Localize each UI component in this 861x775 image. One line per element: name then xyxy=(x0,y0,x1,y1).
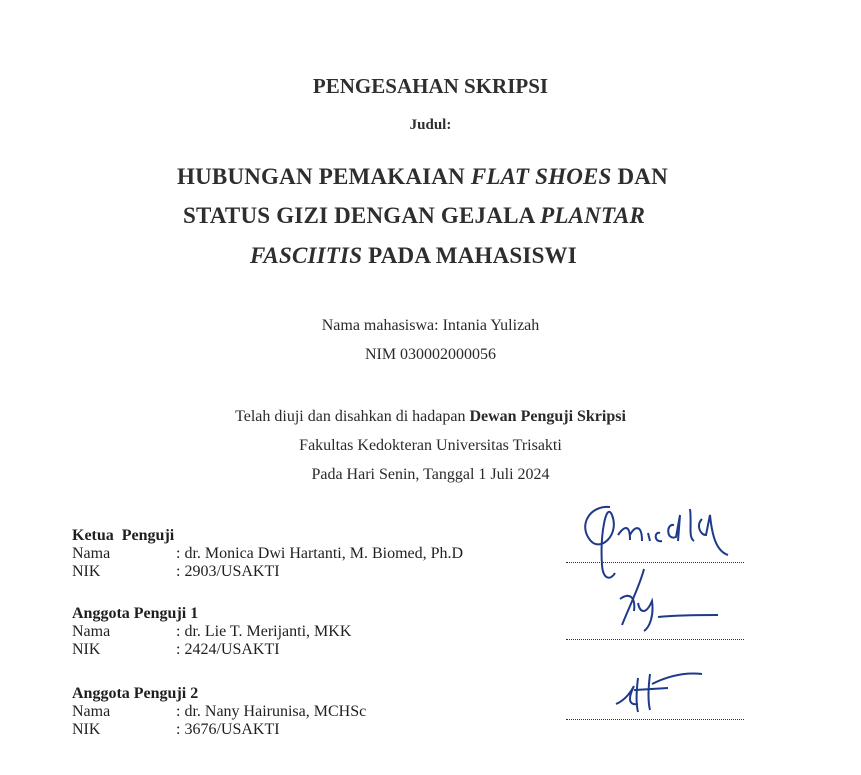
nik-label: NIK xyxy=(72,641,101,658)
examiner-name: : dr. Monica Dwi Hartanti, M. Biomed, Ph.D xyxy=(176,545,464,562)
title-label: Judul: xyxy=(409,117,452,133)
examiner-role: Ketua Penguji xyxy=(72,527,175,544)
signature-member-1 xyxy=(600,565,750,635)
nik-label: NIK xyxy=(72,563,101,580)
name-label: Nama xyxy=(72,545,111,562)
student-nim: NIM 030002000056 xyxy=(364,346,497,363)
examiner-nik: : 3676/USAKTI xyxy=(176,721,280,738)
nik-label: NIK xyxy=(72,721,101,738)
signature-member-2 xyxy=(612,664,722,724)
student-name: Nama mahasiswa: Intania Yulizah xyxy=(321,317,540,334)
exam-date: Pada Hari Senin, Tanggal 1 Juli 2024 xyxy=(311,466,550,483)
name-label: Nama xyxy=(72,703,111,720)
thesis-title-line-2: STATUS GIZI DENGAN GEJALA PLANTAR xyxy=(183,203,646,228)
examiner-nik: : 2424/USAKTI xyxy=(176,641,280,658)
examiner-nik: : 2903/USAKTI xyxy=(176,563,280,580)
examiner-block-member-1 xyxy=(72,605,351,659)
examiner-name: : dr. Nany Hairunisa, MCHSc xyxy=(176,703,367,720)
thesis-title-line-1: HUBUNGAN PEMAKAIAN FLAT SHOES DAN xyxy=(177,164,668,189)
examiner-block-chair xyxy=(72,527,463,581)
faculty-line: Fakultas Kedokteran Universitas Trisakti xyxy=(299,437,562,454)
approval-statement: Telah diuji dan disahkan di hadapan Dewan Penguji Skripsi xyxy=(235,408,626,425)
examiner-role: Anggota Penguji 2 xyxy=(72,685,199,702)
examiner-block-member-2 xyxy=(72,685,366,739)
thesis-title-line-3: FASCIITIS PADA MAHASISWI xyxy=(250,243,577,268)
page-title: PENGESAHAN SKRIPSI xyxy=(312,74,549,98)
signature-line-2 xyxy=(566,639,744,640)
examiner-role: Anggota Penguji 1 xyxy=(72,605,199,622)
examiner-name: : dr. Lie T. Merijanti, MKK xyxy=(176,623,352,640)
name-label: Nama xyxy=(72,623,111,640)
